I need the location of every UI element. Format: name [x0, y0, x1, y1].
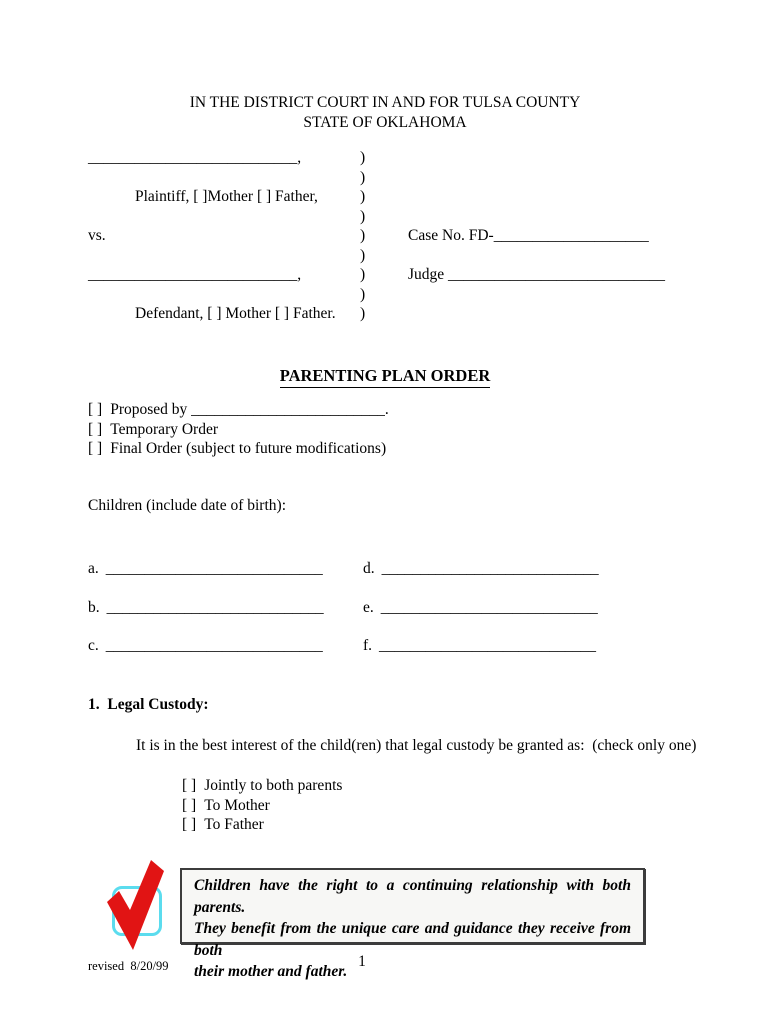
temporary-label: Temporary Order	[110, 420, 218, 438]
caption-paren: )	[360, 246, 366, 264]
to-mother-label: To Mother	[204, 796, 270, 814]
child-entry-d[interactable]	[363, 560, 648, 599]
caption-paren: )	[360, 149, 366, 166]
to-father-label: To Father	[204, 816, 264, 833]
temporary-checkbox[interactable]: [ ]	[88, 420, 103, 438]
legal-custody-intro: It is in the best interest of the child(ren) that legal custody be granted as: (check only one)	[136, 737, 697, 754]
caption-row	[88, 208, 682, 228]
proposed-by-blank[interactable]: _________________________	[191, 401, 385, 418]
child-entry-c[interactable]	[88, 637, 363, 676]
caption-row	[88, 266, 682, 286]
judge-label: Judge	[408, 266, 449, 283]
child-blank[interactable]: ____________________________	[381, 560, 599, 577]
order-type-proposed[interactable]	[88, 400, 389, 420]
children-heading: Children (include date of birth):	[88, 497, 286, 514]
children-list	[88, 560, 648, 676]
document-title	[0, 366, 770, 388]
caption-row	[88, 149, 682, 169]
plaintiff-name-blank[interactable]: ___________________________	[88, 149, 298, 166]
defendant-name-field[interactable]	[88, 266, 360, 284]
legal-custody-heading: 1. Legal Custody:	[88, 696, 209, 713]
child-entry-a[interactable]	[88, 560, 363, 599]
caption-row	[88, 305, 682, 325]
caption-paren: )	[360, 227, 366, 244]
child-entry-b[interactable]	[88, 599, 363, 638]
caption-paren: )	[360, 305, 366, 322]
notice-box	[180, 868, 645, 980]
custody-option-mother[interactable]	[182, 796, 342, 816]
comma: ,	[297, 149, 302, 166]
order-type-temporary[interactable]	[88, 420, 389, 440]
to-father-checkbox[interactable]: [ ]	[182, 816, 197, 833]
defendant-label[interactable]: Defendant, [ ] Mother [ ] Father.	[135, 305, 336, 322]
defendant-name-blank[interactable]: ___________________________	[88, 266, 298, 283]
comma: ,	[297, 266, 302, 283]
notice-line: They benefit from the unique care and guidance they receive from both	[194, 920, 635, 959]
caption-row	[88, 227, 682, 247]
revision-date: revised 8/20/99	[88, 959, 169, 973]
child-letter: e.	[363, 598, 374, 616]
order-type-final[interactable]	[88, 439, 389, 459]
case-caption	[88, 149, 682, 325]
child-blank[interactable]: ____________________________	[379, 637, 597, 654]
child-entry-f[interactable]	[363, 637, 648, 676]
case-number-line	[408, 227, 682, 245]
custody-option-father[interactable]	[182, 815, 342, 835]
page-number: 1	[358, 953, 366, 970]
caption-paren: )	[360, 266, 366, 283]
notice-line: their mother and father.	[194, 963, 348, 980]
notice-line: Children have the right to a continuing relationship with both parents.	[194, 877, 635, 916]
order-type-section	[88, 400, 389, 459]
plaintiff-name-field[interactable]	[88, 149, 360, 167]
jointly-label: Jointly to both parents	[204, 777, 343, 794]
jointly-checkbox[interactable]: [ ]	[182, 777, 197, 794]
case-number-blank[interactable]: ____________________	[493, 227, 649, 244]
caption-row	[88, 188, 682, 208]
child-blank[interactable]: ____________________________	[105, 637, 323, 654]
child-letter: f.	[363, 637, 373, 654]
final-checkbox[interactable]: [ ]	[88, 440, 103, 457]
legal-custody-options	[182, 776, 342, 835]
judge-blank[interactable]: ____________________________	[448, 266, 666, 283]
court-header	[0, 93, 770, 133]
caption-paren: )	[360, 207, 366, 225]
court-state: STATE OF OKLAHOMA	[303, 114, 467, 131]
caption-row	[88, 169, 682, 189]
final-label: Final Order (subject to future modifications)	[110, 440, 387, 457]
caption-row	[88, 247, 682, 267]
child-entry-e[interactable]	[363, 599, 648, 638]
caption-paren: )	[360, 285, 366, 303]
child-letter: c.	[88, 637, 99, 654]
proposed-label: Proposed by	[110, 401, 192, 418]
caption-row	[88, 286, 682, 306]
child-letter: a.	[88, 560, 99, 577]
period: .	[384, 401, 389, 418]
to-mother-checkbox[interactable]: [ ]	[182, 796, 197, 814]
child-letter: b.	[88, 598, 100, 616]
child-blank[interactable]: ____________________________	[105, 560, 323, 577]
document-title-text: PARENTING PLAN ORDER	[280, 366, 491, 388]
plaintiff-label[interactable]: Plaintiff, [ ]Mother [ ] Father,	[135, 188, 318, 205]
child-blank[interactable]: ____________________________	[380, 598, 598, 616]
child-letter: d.	[363, 560, 375, 577]
caption-paren: )	[360, 168, 366, 186]
child-blank[interactable]: ____________________________	[106, 598, 324, 616]
court-name: IN THE DISTRICT COURT IN AND FOR TULSA COUNTY	[189, 94, 581, 111]
caption-paren: )	[360, 188, 366, 205]
red-checkmark-icon	[104, 858, 166, 950]
proposed-checkbox[interactable]: [ ]	[88, 401, 103, 418]
vs-label: vs.	[88, 227, 106, 244]
custody-option-jointly[interactable]	[182, 776, 342, 796]
case-number-label: Case No. FD-	[408, 227, 494, 244]
judge-line	[408, 266, 682, 284]
